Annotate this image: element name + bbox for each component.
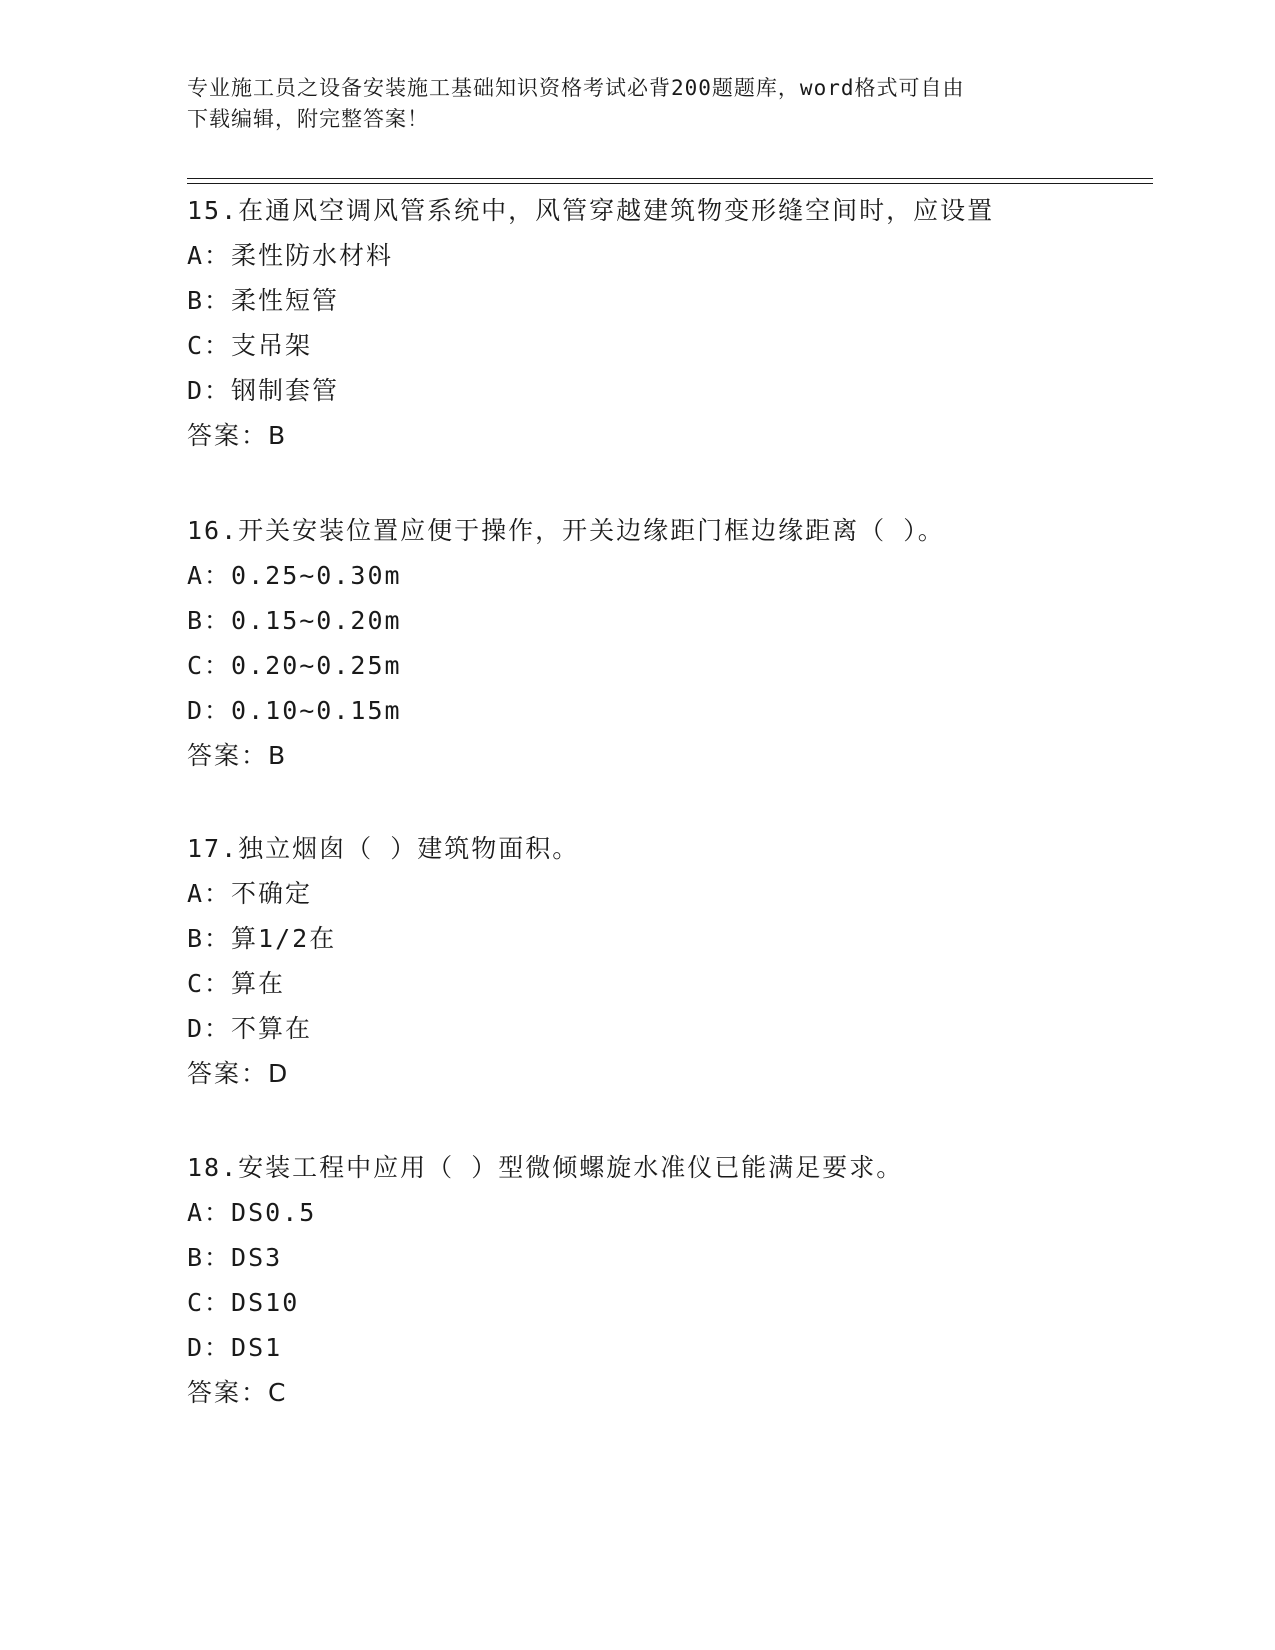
header-divider-top	[187, 178, 1153, 179]
option-d: D：不算在	[187, 1014, 313, 1043]
option-b: B：柔性短管	[187, 286, 340, 315]
header-line-2: 下载编辑，附完整答案！	[187, 107, 429, 131]
option-a: A：不确定	[187, 879, 313, 908]
answer: 答案：B	[187, 741, 288, 770]
option-b: B：DS3	[187, 1243, 283, 1272]
question-18	[187, 1145, 1147, 1415]
option-c: C：DS10	[187, 1288, 300, 1317]
option-b: B：0.15~0.20m	[187, 606, 402, 635]
question-17	[187, 826, 1147, 1096]
question-15	[187, 188, 1147, 458]
header-divider-bottom	[187, 183, 1153, 184]
option-d: D：钢制套管	[187, 376, 340, 405]
question-stem: 18.安装工程中应用（ ）型微倾螺旋水准仪已能满足要求。	[187, 1153, 904, 1182]
question-stem: 15.在通风空调风管系统中，风管穿越建筑物变形缝空间时，应设置	[187, 196, 995, 225]
option-c: C：支吊架	[187, 331, 313, 360]
answer: 答案：B	[187, 421, 288, 450]
header-line-1: 专业施工员之设备安装施工基础知识资格考试必背200题题库，word格式可自由	[187, 76, 965, 100]
option-a: A：柔性防水材料	[187, 241, 394, 270]
question-stem: 17.独立烟囱（ ）建筑物面积。	[187, 834, 580, 863]
document-header	[187, 73, 1087, 135]
option-a: A：DS0.5	[187, 1198, 317, 1227]
option-a: A：0.25~0.30m	[187, 561, 402, 590]
answer: 答案：C	[187, 1378, 288, 1407]
option-d: D：0.10~0.15m	[187, 696, 402, 725]
question-16	[187, 508, 1147, 778]
question-stem: 16.开关安装位置应便于操作，开关边缘距门框边缘距离（ ）。	[187, 516, 945, 545]
answer: 答案：D	[187, 1059, 290, 1088]
option-c: C：0.20~0.25m	[187, 651, 402, 680]
option-c: C：算在	[187, 969, 286, 998]
option-b: B：算1/2在	[187, 924, 337, 953]
option-d: D：DS1	[187, 1333, 283, 1362]
